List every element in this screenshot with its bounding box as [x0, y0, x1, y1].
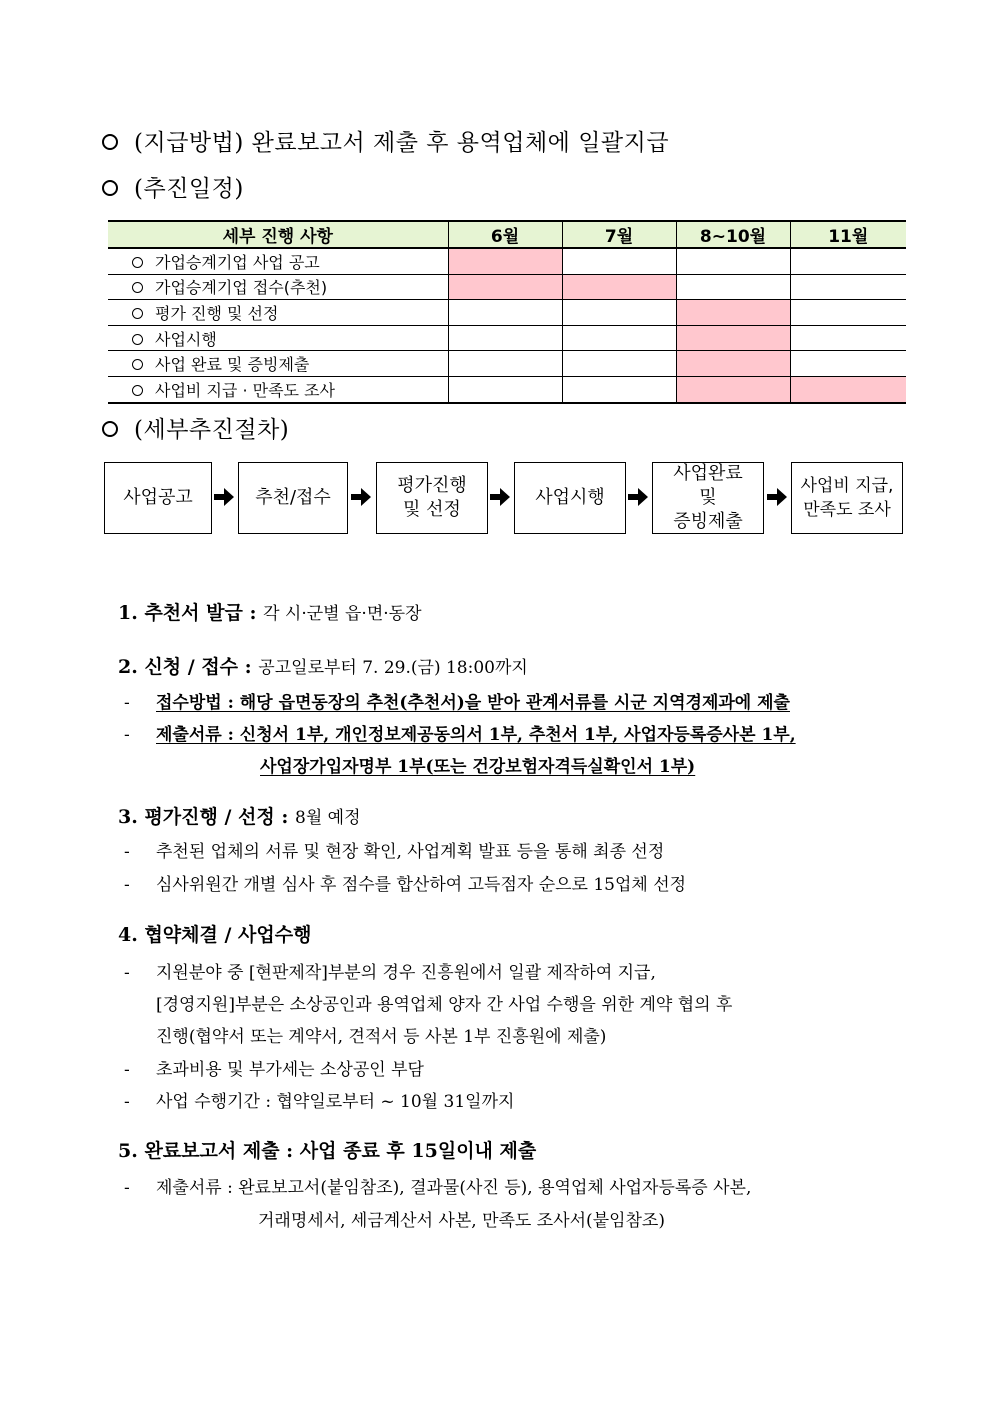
circle-bullet-icon	[102, 421, 118, 437]
section-2-item-2-cont: 사업장가입자명부 1부(또는 건강보험자격득실확인서 1부)	[260, 757, 696, 777]
schedule-cell	[790, 351, 906, 377]
right-arrow-icon	[628, 488, 648, 506]
schedule-cell	[448, 376, 562, 402]
section-5-item-1: - 제출서류 : 완료보고서(붙임참조), 결과물(사진 등), 용역업체 사업자등록증 사본,	[124, 1178, 752, 1198]
circle-bullet-icon	[132, 308, 143, 319]
flow-step-execution: 사업시행	[514, 462, 626, 534]
header-november: 11월	[790, 221, 906, 248]
section-4-item-3: - 사업 수행기간 : 협약일로부터 ~ 10월 31일까지	[124, 1092, 515, 1112]
schedule-header-row	[108, 221, 906, 248]
section-3-item-1: - 추천된 업체의 서류 및 현장 확인, 사업계획 발표 등을 통해 최종 선정	[124, 842, 665, 862]
schedule-task-label: 사업 완료 및 증빙제출	[155, 355, 310, 375]
circle-bullet-icon	[102, 180, 118, 196]
schedule-cell-active	[562, 274, 676, 300]
circle-bullet-icon	[132, 257, 143, 268]
schedule-task-cell	[108, 376, 448, 402]
header-july: 7월	[562, 221, 676, 248]
section-3-title: 3. 평가진행 / 선정 : 8월 예정	[118, 806, 361, 828]
heading-payment-method: (지급방법) 완료보고서 제출 후 용역업체에 일괄지급	[102, 124, 669, 157]
schedule-cell	[790, 274, 906, 300]
schedule-cell-active	[448, 274, 562, 300]
section-4-item-1: - 지원분야 중 [현판제작]부분의 경우 진흥원에서 일괄 제작하여 지급,	[124, 963, 656, 983]
flow-step-evaluation: 평가진행 및 선정	[376, 462, 488, 534]
section-4-item-1-cont-2: 진행(협약서 또는 계약서, 견적서 등 사본 1부 진흥원에 제출)	[156, 1027, 607, 1047]
heading-procedure: (세부추진절차)	[102, 411, 289, 444]
section-4-item-2: - 초과비용 및 부가세는 소상공인 부담	[124, 1060, 424, 1080]
flow-step-payment-survey: 사업비 지급, 만족도 조사	[791, 462, 903, 534]
schedule-row	[108, 376, 906, 402]
section-5-title: 5. 완료보고서 제출 : 사업 종료 후 15일이내 제출	[118, 1140, 537, 1162]
schedule-cell-active	[676, 351, 790, 377]
schedule-cell	[790, 325, 906, 351]
schedule-row	[108, 248, 906, 274]
right-arrow-icon	[351, 488, 371, 506]
schedule-task-label: 사업시행	[155, 329, 217, 349]
schedule-cell-active	[676, 300, 790, 326]
section-1-title: 1. 추천서 발급 : 각 시·군별 읍·면·동장	[118, 602, 422, 624]
schedule-task-cell	[108, 274, 448, 300]
schedule-cell	[790, 300, 906, 326]
schedule-cell	[562, 300, 676, 326]
section-2-title: 2. 신청 / 접수 : 공고일로부터 7. 29.(금) 18:00까지	[118, 656, 528, 678]
schedule-table	[108, 220, 906, 404]
schedule-task-label: 사업비 지급 · 만족도 조사	[155, 380, 335, 400]
schedule-row	[108, 325, 906, 351]
circle-bullet-icon	[132, 359, 143, 370]
schedule-cell-active	[676, 376, 790, 402]
section-4-item-1-cont-1: [경영지원]부분은 소상공인과 용역업체 양자 간 사업 수행을 위한 계약 협의 후	[156, 995, 733, 1015]
section-3-item-2: - 심사위원간 개별 심사 후 점수를 합산하여 고득점자 순으로 15업체 선정	[124, 875, 687, 895]
schedule-cell	[448, 325, 562, 351]
section-2-item-2: - 제출서류 : 신청서 1부, 개인정보제공동의서 1부, 추천서 1부, 사업자등록증사본 1부,	[124, 725, 796, 745]
schedule-cell-active	[790, 376, 906, 402]
circle-bullet-icon	[132, 385, 143, 396]
schedule-row	[108, 274, 906, 300]
section-5-item-1-cont: 거래명세서, 세금계산서 사본, 만족도 조사서(붙임참조)	[258, 1211, 665, 1231]
flow-step-announcement: 사업공고	[104, 462, 212, 534]
schedule-cell	[448, 300, 562, 326]
schedule-task-cell	[108, 248, 448, 274]
schedule-task-cell	[108, 325, 448, 351]
schedule-cell	[676, 274, 790, 300]
schedule-row	[108, 300, 906, 326]
header-june: 6월	[448, 221, 562, 248]
schedule-row	[108, 351, 906, 377]
schedule-task-cell	[108, 300, 448, 326]
heading-schedule: (추진일정)	[102, 170, 244, 203]
section-4-title: 4. 협약체결 / 사업수행	[118, 924, 312, 946]
right-arrow-icon	[767, 488, 787, 506]
schedule-cell	[448, 351, 562, 377]
flow-step-completion: 사업완료 및 증빙제출	[652, 462, 764, 534]
schedule-task-cell	[108, 351, 448, 377]
schedule-cell-active	[448, 248, 562, 274]
schedule-task-label: 가업승계기업 사업 공고	[155, 252, 320, 272]
schedule-cell	[562, 376, 676, 402]
section-2-item-1: - 접수방법 : 해당 읍면동장의 추천(추천서)을 받아 관계서류를 시군 지역경제과에 제출	[124, 693, 790, 713]
schedule-cell	[562, 325, 676, 351]
header-aug-oct: 8~10월	[676, 221, 790, 248]
schedule-cell	[676, 248, 790, 274]
flow-step-recommend-receipt: 추천/접수	[238, 462, 348, 534]
circle-bullet-icon	[132, 334, 143, 345]
schedule-cell	[562, 248, 676, 274]
schedule-cell-active	[676, 325, 790, 351]
right-arrow-icon	[490, 488, 510, 506]
schedule-cell	[562, 351, 676, 377]
header-task: 세부 진행 사항	[108, 221, 448, 248]
schedule-task-label: 가업승계기업 접수(추천)	[155, 278, 328, 298]
schedule-task-label: 평가 진행 및 선정	[155, 303, 279, 323]
circle-bullet-icon	[132, 282, 143, 293]
right-arrow-icon	[214, 488, 234, 506]
circle-bullet-icon	[102, 134, 118, 150]
schedule-cell	[790, 248, 906, 274]
